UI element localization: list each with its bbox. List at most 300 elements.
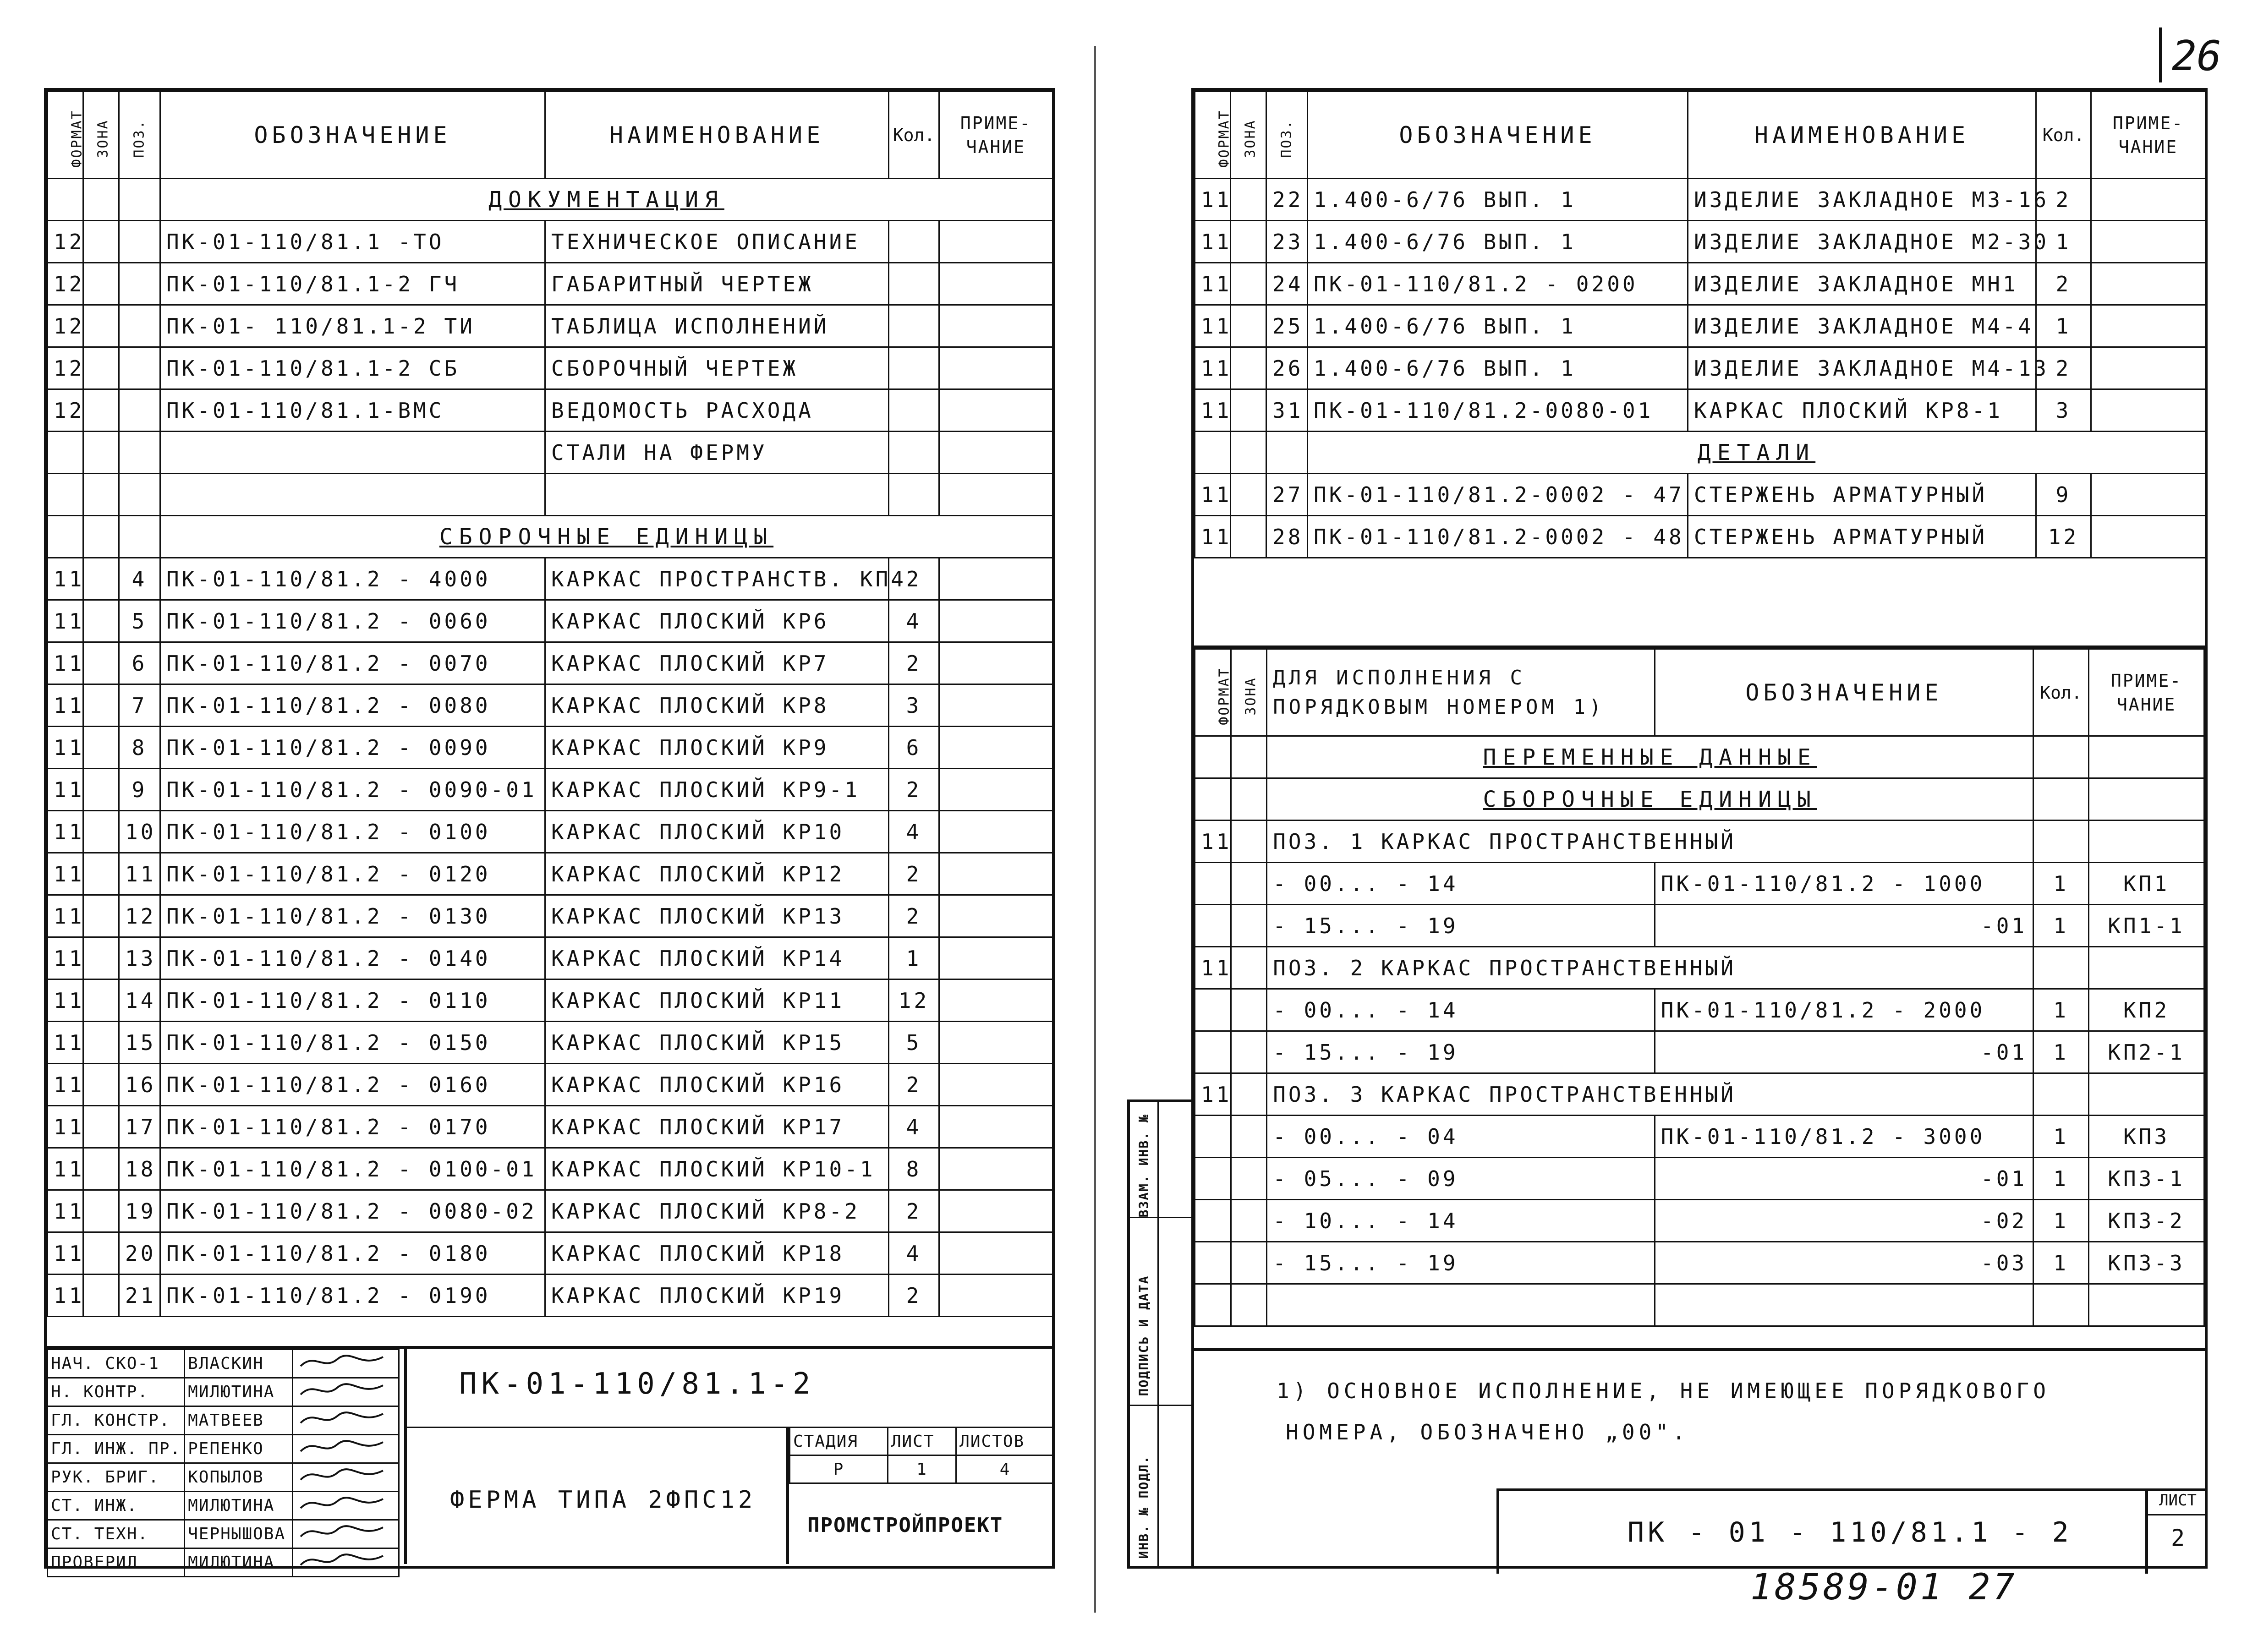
col-qty: Кол. (2036, 92, 2091, 179)
designation-cell: ПК-01-110/81.2 - 0100-01 (160, 1148, 545, 1190)
format-cell: 11 (48, 642, 83, 684)
qty-cell: 2 (889, 558, 939, 600)
zone-cell (83, 389, 119, 432)
format-cell (1195, 905, 1231, 947)
name-cell: МИЛЮТИНА (185, 1492, 292, 1520)
qty-cell: 4 (889, 811, 939, 853)
role-cell: СТ. ИНЖ. (48, 1492, 185, 1520)
note-cell (939, 263, 1053, 305)
designation-cell: -02 (1655, 1200, 2033, 1242)
table-row (48, 263, 1053, 305)
table-row (1195, 1200, 2204, 1242)
format-cell: 11 (48, 811, 83, 853)
format-cell (1195, 1242, 1231, 1284)
qty-cell: 2 (2036, 179, 2091, 221)
exec-cell: - 05... - 09 (1267, 1158, 1655, 1200)
col-exec: ДЛЯ ИСПОЛНЕНИЯ С ПОРЯДКОВЫМ НОМЕРОМ 1) (1267, 649, 1655, 736)
note-cell (939, 474, 1053, 516)
sheet-value: 1 (888, 1455, 956, 1483)
format-cell: 12 (48, 221, 83, 263)
left-spec-table (47, 91, 1053, 1317)
table-row (1195, 1116, 2204, 1158)
format-cell: 11 (48, 1190, 83, 1232)
format-cell (48, 432, 83, 474)
note-cell: КП3-3 (2089, 1242, 2204, 1284)
pos-cell (119, 221, 160, 263)
signature-cell (292, 1463, 399, 1492)
pos-cell: 6 (119, 642, 160, 684)
pos-cell (119, 389, 160, 432)
qty-cell: 1 (2036, 305, 2091, 347)
format-cell: 11 (48, 853, 83, 895)
qty-cell: 2 (2036, 263, 2091, 305)
section-documents: ДОКУМЕНТАЦИЯ (488, 186, 724, 213)
zone-cell (83, 1106, 119, 1148)
zone-cell (83, 474, 119, 516)
format-cell: 11 (1195, 179, 1231, 221)
signature-cell (292, 1378, 399, 1406)
stage-box (786, 1427, 1055, 1564)
note-cell (2089, 1073, 2204, 1116)
name-cell: СБОРОЧНЫЙ ЧЕРТЕЖ (545, 347, 889, 389)
qty-cell: 6 (889, 727, 939, 769)
pos-cell (119, 432, 160, 474)
name-cell: КАРКАС ПЛОСКИЙ КР17 (545, 1106, 889, 1148)
person-row (48, 1378, 399, 1406)
format-cell (1195, 1116, 1231, 1158)
zone-cell (83, 263, 119, 305)
name-cell: КАРКАС ПЛОСКИЙ КР11 (545, 979, 889, 1022)
role-cell: СТ. ТЕХН. (48, 1520, 185, 1548)
section-details: ДЕТАЛИ (1697, 439, 1816, 465)
section-assembly-units: СБОРОЧНЫЕ ЕДИНИЦЫ (439, 524, 774, 550)
name-cell: КАРКАС ПЛОСКИЙ КР16 (545, 1064, 889, 1106)
note-cell (939, 389, 1053, 432)
side-label-replace: ВЗАМ. ИНВ. № (1136, 1114, 1151, 1218)
zone-cell (83, 811, 119, 853)
title-block-title: ФЕРМА ТИПА 2ФПС12 (450, 1486, 756, 1514)
note-cell (939, 1022, 1053, 1064)
designation-cell: -01 (1655, 905, 2033, 947)
sheets-value: 4 (956, 1455, 1054, 1483)
right-sheet (1191, 88, 2208, 1569)
table-row (48, 600, 1053, 642)
var-header-row (1195, 649, 2204, 736)
zone-cell (83, 853, 119, 895)
pos-cell: 21 (119, 1275, 160, 1317)
org-name: ПРОМСТРОЙПРОЕКТ (807, 1514, 1003, 1537)
format-cell: 11 (1195, 389, 1231, 432)
qty-cell (889, 305, 939, 347)
qty-cell: 1 (2033, 1031, 2089, 1073)
side-label-inv: ИНВ. № ПОДЛ. (1136, 1455, 1151, 1559)
pos-cell: 13 (119, 937, 160, 979)
exec-cell: - 10... - 14 (1267, 1200, 1655, 1242)
table-row (48, 811, 1053, 853)
signature-icon (296, 1350, 388, 1373)
format-cell (1195, 863, 1231, 905)
stage-label: СТАДИЯ (790, 1428, 888, 1455)
pos-cell: 23 (1266, 221, 1308, 263)
table-row (1195, 1031, 2204, 1073)
table-row (48, 684, 1053, 727)
note-cell (939, 347, 1053, 389)
qty-cell: 4 (889, 1232, 939, 1275)
zone-cell (83, 1190, 119, 1232)
designation-cell (160, 432, 545, 474)
note-cell (2089, 947, 2204, 989)
designation-cell: ПК-01-110/81.2 - 0170 (160, 1106, 545, 1148)
note-cell: КП3 (2089, 1116, 2204, 1158)
table-row (1195, 516, 2206, 558)
format-cell (1195, 1200, 1231, 1242)
zone-cell (83, 347, 119, 389)
signature-cell (292, 1406, 399, 1435)
designation-cell: ПК-01-110/81.2 - 0180 (160, 1232, 545, 1275)
designation-cell: ПК-01-110/81.1-ВМС (160, 389, 545, 432)
table-row (1195, 1242, 2204, 1284)
name-cell: РЕПЕНКО (185, 1435, 292, 1463)
note-cell: КП1 (2089, 863, 2204, 905)
qty-cell: 1 (2033, 1158, 2089, 1200)
pos-cell: 10 (119, 811, 160, 853)
format-cell: 11 (48, 1106, 83, 1148)
note-cell (939, 937, 1053, 979)
zone-cell (83, 600, 119, 642)
designation-cell: ПК-01-110/81.1-2 ГЧ (160, 263, 545, 305)
table-row (1195, 305, 2206, 347)
name-cell: ВЕДОМОСТЬ РАСХОДА (545, 389, 889, 432)
col-format: ФОРМАТ (1195, 649, 1231, 736)
table-row (48, 1022, 1053, 1064)
name-cell: КАРКАС ПЛОСКИЙ КР8 (545, 684, 889, 727)
name-cell: СТЕРЖЕНЬ АРМАТУРНЫЙ (1688, 474, 2036, 516)
name-cell: ГАБАРИТНЫЙ ЧЕРТЕЖ (545, 263, 889, 305)
designation-cell: ПК-01-110/81.2 - 0090 (160, 727, 545, 769)
table-row (1195, 863, 2204, 905)
table-row (1195, 821, 2204, 863)
designation-cell: ПК-01-110/81.2 - 0090-01 (160, 769, 545, 811)
zone-cell (83, 221, 119, 263)
note-cell (2091, 263, 2206, 305)
qty-cell: 1 (889, 937, 939, 979)
pos-cell: 5 (119, 600, 160, 642)
name-cell: ИЗДЕЛИЕ ЗАКЛАДНОЕ МН1 (1688, 263, 2036, 305)
pos-cell: 22 (1266, 179, 1308, 221)
table-row (48, 1064, 1053, 1106)
group-title: ПОЗ. 1 КАРКАС ПРОСТРАНСТВЕННЫЙ (1267, 821, 2033, 863)
right-header-row (1195, 92, 2206, 179)
col-zone: ЗОНА (1231, 92, 1266, 179)
name-cell: ТЕХНИЧЕСКОЕ ОПИСАНИЕ (545, 221, 889, 263)
pos-cell: 7 (119, 684, 160, 727)
format-cell: 12 (48, 263, 83, 305)
table-row (48, 1106, 1053, 1148)
table-row (48, 474, 1053, 516)
page-number: 26 (2172, 32, 2222, 80)
qty-cell: 8 (889, 1148, 939, 1190)
table-row (48, 558, 1053, 600)
qty-cell (889, 474, 939, 516)
name-cell: КАРКАС ПЛОСКИЙ КР9-1 (545, 769, 889, 811)
zone-cell (83, 1022, 119, 1064)
signature-icon (296, 1378, 388, 1401)
format-cell: 11 (1195, 221, 1231, 263)
zone-cell (1231, 305, 1266, 347)
col-designation: ОБОЗНАЧЕНИЕ (1655, 649, 2033, 736)
designation-cell: ПК-01-110/81.2 - 0130 (160, 895, 545, 937)
note-cell (939, 600, 1053, 642)
designation-cell: 1.400-6/76 ВЫП. 1 (1308, 221, 1688, 263)
format-cell: 12 (48, 305, 83, 347)
signature-cell (292, 1520, 399, 1548)
note-cell (939, 221, 1053, 263)
table-row (1195, 1284, 2204, 1326)
qty-cell: 2 (889, 769, 939, 811)
zone-cell (1231, 1116, 1267, 1158)
format-cell (48, 474, 83, 516)
title-block (47, 1346, 1052, 1572)
note-cell (2091, 305, 2206, 347)
note-cell (2089, 821, 2204, 863)
table-row (48, 727, 1053, 769)
zone-cell (83, 727, 119, 769)
note-cell (939, 727, 1053, 769)
qty-cell (2033, 947, 2089, 989)
zone-cell (83, 432, 119, 474)
name-cell: КАРКАС ПЛОСКИЙ КР12 (545, 853, 889, 895)
format-cell: 11 (1195, 516, 1231, 558)
table-row (1195, 947, 2204, 989)
designation-cell (160, 474, 545, 516)
signature-cell (292, 1350, 399, 1378)
designation-cell (1655, 1284, 2033, 1326)
name-cell: СТАЛИ НА ФЕРМУ (545, 432, 889, 474)
format-cell: 11 (48, 895, 83, 937)
note-cell: КП3-1 (2089, 1158, 2204, 1200)
center-fold (1094, 46, 1096, 1613)
table-row (1195, 221, 2206, 263)
person-row (48, 1492, 399, 1520)
name-cell: СТЕРЖЕНЬ АРМАТУРНЫЙ (1688, 516, 2036, 558)
sheet-number: 2 (2170, 1525, 2185, 1551)
right-spec-table (1194, 91, 2206, 558)
note-cell (2091, 516, 2206, 558)
zone-cell (1231, 389, 1266, 432)
qty-cell: 2 (889, 1064, 939, 1106)
pos-cell (119, 474, 160, 516)
section-row (1195, 736, 2204, 778)
zone-cell (83, 1148, 119, 1190)
designation-cell: -01 (1655, 1031, 2033, 1073)
person-row (48, 1350, 399, 1378)
left-header-row (48, 92, 1053, 179)
table-row (1195, 179, 2206, 221)
table-row (1195, 263, 2206, 305)
pos-cell (119, 263, 160, 305)
pos-cell: 25 (1266, 305, 1308, 347)
name-cell (545, 474, 889, 516)
note-cell (939, 1148, 1053, 1190)
spacer (1194, 558, 2205, 648)
name-cell: ИЗДЕЛИЕ ЗАКЛАДНОЕ М4-4 (1688, 305, 2036, 347)
name-cell: КАРКАС ПЛОСКИЙ КР8-1 (1688, 389, 2036, 432)
designation-cell: ПК-01-110/81.2-0080-01 (1308, 389, 1688, 432)
note-cell: КП3-2 (2089, 1200, 2204, 1242)
note-cell (939, 684, 1053, 727)
sheet-box (2145, 1491, 2208, 1574)
format-cell: 11 (48, 558, 83, 600)
name-cell: МИЛЮТИНА (185, 1378, 292, 1406)
format-cell: 12 (48, 347, 83, 389)
designation-cell: ПК-01-110/81.2-0002 - 48 (1308, 516, 1688, 558)
exec-cell: - 00... - 04 (1267, 1116, 1655, 1158)
qty-cell: 5 (889, 1022, 939, 1064)
note-cell (2091, 347, 2206, 389)
note-cell (939, 1106, 1053, 1148)
exec-cell: - 00... - 14 (1267, 863, 1655, 905)
name-cell: КАРКАС ПЛОСКИЙ КР6 (545, 600, 889, 642)
name-cell: ЧЕРНЫШОВА (185, 1520, 292, 1548)
format-cell: 11 (1195, 474, 1231, 516)
name-cell: КАРКАС ПЛОСКИЙ КР10 (545, 811, 889, 853)
col-name: НАИМЕНОВАНИЕ (1688, 92, 2036, 179)
signature-cell (292, 1492, 399, 1520)
qty-cell: 2 (889, 642, 939, 684)
note-cell (939, 811, 1053, 853)
note-cell (939, 895, 1053, 937)
note-cell: КП2 (2089, 989, 2204, 1031)
qty-cell: 1 (2033, 1116, 2089, 1158)
qty-cell: 2 (889, 1275, 939, 1317)
name-cell: КАРКАС ПЛОСКИЙ КР18 (545, 1232, 889, 1275)
qty-cell (889, 389, 939, 432)
format-cell (1195, 1284, 1231, 1326)
zone-cell (1231, 1200, 1267, 1242)
note-cell (2091, 389, 2206, 432)
section-row (48, 179, 1053, 221)
format-cell (1195, 1158, 1231, 1200)
zone-cell (83, 1064, 119, 1106)
name-cell: КАРКАС ПРОСТРАНСТВ. КП4 (545, 558, 889, 600)
qty-cell (889, 221, 939, 263)
zone-cell (83, 1275, 119, 1317)
name-cell: КАРКАС ПЛОСКИЙ КР19 (545, 1275, 889, 1317)
format-cell (1195, 989, 1231, 1031)
person-row (48, 1548, 399, 1577)
note-cell: КП2-1 (2089, 1031, 2204, 1073)
designation-cell: ПК-01-110/81.2 - 4000 (160, 558, 545, 600)
side-label-signature: ПОДПИСЬ И ДАТА (1136, 1275, 1151, 1396)
qty-cell: 12 (889, 979, 939, 1022)
designation-cell: ПК-01-110/81.2-0002 - 47 (1308, 474, 1688, 516)
designation-cell: ПК-01-110/81.1 -ТО (160, 221, 545, 263)
col-pos: ПОЗ. (1266, 92, 1308, 179)
section-row (48, 516, 1053, 558)
designation-cell: ПК-01-110/81.2 - 0190 (160, 1275, 545, 1317)
designation-cell: ПК-01-110/81.2 - 0080 (160, 684, 545, 727)
role-cell: ГЛ. ИНЖ. ПР. (48, 1435, 185, 1463)
designation-cell: ПК-01-110/81.2 - 0150 (160, 1022, 545, 1064)
sheet-label: ЛИСТ (888, 1428, 956, 1455)
format-cell: 11 (48, 600, 83, 642)
zone-cell (1231, 821, 1267, 863)
table-row (48, 1232, 1053, 1275)
table-row (48, 895, 1053, 937)
qty-cell: 9 (2036, 474, 2091, 516)
pos-cell: 11 (119, 853, 160, 895)
title-block-people (47, 1349, 400, 1577)
note-cell: КП1-1 (2089, 905, 2204, 947)
qty-cell: 2 (889, 1190, 939, 1232)
col-format: ФОРМАТ (48, 92, 83, 179)
footnote-line-1: 1) ОСНОВНОЕ ИСПОЛНЕНИЕ, НЕ ИМЕЮЩЕЕ ПОРЯДКОВОГО (1277, 1378, 2050, 1403)
qty-cell: 1 (2033, 905, 2089, 947)
role-cell: ГЛ. КОНСТР. (48, 1406, 185, 1435)
stage-table (789, 1427, 1055, 1484)
pos-cell: 31 (1266, 389, 1308, 432)
note-cell (2091, 474, 2206, 516)
handwritten-footer: 18589-01 27 (1750, 1567, 2017, 1608)
format-cell: 11 (1195, 305, 1231, 347)
designation-cell: -01 (1655, 1158, 2033, 1200)
col-format: ФОРМАТ (1195, 92, 1231, 179)
table-row (48, 305, 1053, 347)
table-row (1195, 474, 2206, 516)
format-cell: 11 (48, 769, 83, 811)
signature-icon (296, 1407, 388, 1430)
code-box (1496, 1488, 2208, 1574)
designation-cell: ПК-01-110/81.2 - 2000 (1655, 989, 2033, 1031)
designation-cell: ПК-01-110/81.2 - 1000 (1655, 863, 2033, 905)
side-stamp (1127, 1100, 1191, 1569)
name-cell: ИЗДЕЛИЕ ЗАКЛАДНОЕ М3-16 (1688, 179, 2036, 221)
signature-cell (292, 1548, 399, 1577)
designation-cell: ПК-01-110/81.2 - 0200 (1308, 263, 1688, 305)
col-designation: ОБОЗНАЧЕНИЕ (160, 92, 545, 179)
designation-cell: -03 (1655, 1242, 2033, 1284)
name-cell: КАРКАС ПЛОСКИЙ КР10-1 (545, 1148, 889, 1190)
zone-cell (1231, 989, 1267, 1031)
zone-cell (1231, 905, 1267, 947)
table-row (1195, 389, 2206, 432)
name-cell: КАРКАС ПЛОСКИЙ КР8-2 (545, 1190, 889, 1232)
format-cell: 11 (1195, 821, 1231, 863)
pos-cell: 24 (1266, 263, 1308, 305)
format-cell (1195, 1031, 1231, 1073)
note-cell (939, 769, 1053, 811)
zone-cell (1231, 347, 1266, 389)
col-name: НАИМЕНОВАНИЕ (545, 92, 889, 179)
name-cell: КАРКАС ПЛОСКИЙ КР14 (545, 937, 889, 979)
signature-icon (296, 1464, 388, 1487)
table-row (48, 432, 1053, 474)
col-qty: Кол. (889, 92, 939, 179)
format-cell: 11 (48, 937, 83, 979)
name-cell: МИЛЮТИНА (185, 1548, 292, 1577)
person-row (48, 1520, 399, 1548)
designation-cell: ПК-01-110/81.2 - 0060 (160, 600, 545, 642)
format-cell: 11 (48, 1022, 83, 1064)
qty-cell: 1 (2033, 989, 2089, 1031)
pos-cell: 8 (119, 727, 160, 769)
col-note: ПРИМЕ- ЧАНИЕ (2089, 649, 2204, 736)
pos-cell: 19 (119, 1190, 160, 1232)
zone-cell (83, 979, 119, 1022)
qty-cell: 1 (2036, 221, 2091, 263)
zone-cell (1231, 179, 1266, 221)
sheet-label: ЛИСТ (2148, 1491, 2208, 1515)
